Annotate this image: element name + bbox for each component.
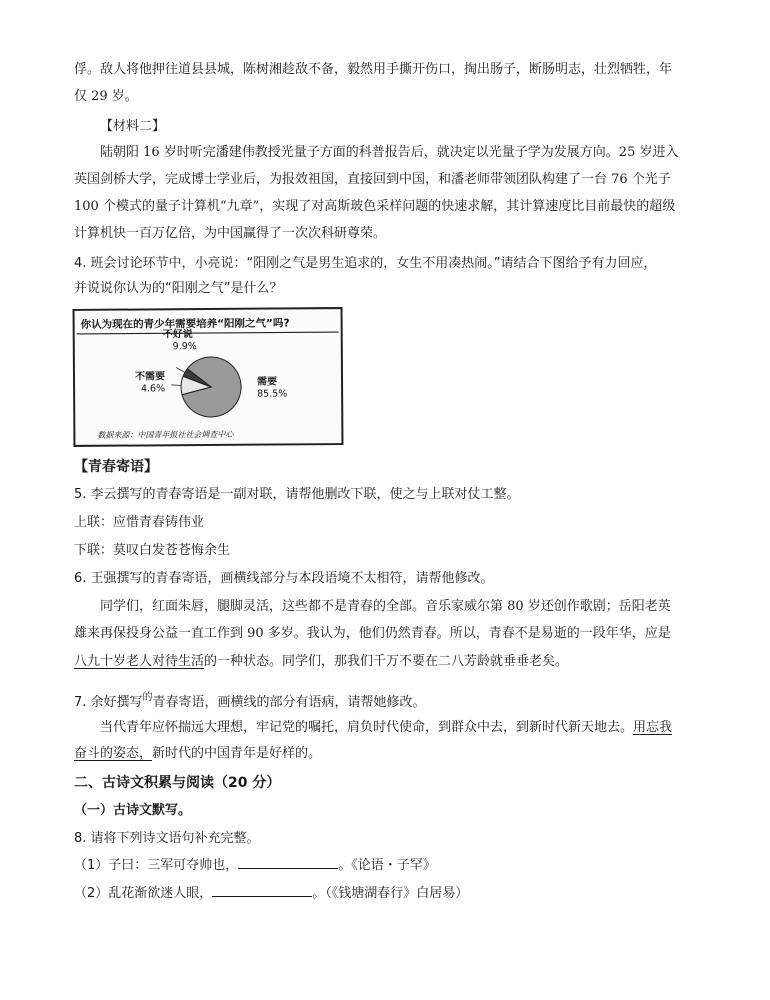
question-8-item-1-source: 。《论语・子罕》 [338, 858, 436, 873]
question-6-passage-line-2: 雄来再保投身公益一直工作到 90 多岁。我认为，他们仍然青春。所以，青春不是易逝的一段年华，应是 [74, 626, 671, 641]
lower-couplet: 下联：莫叹白发苍苍悔余生 [74, 543, 231, 558]
pie-leader-line-2 [176, 367, 185, 372]
answer-blank-2[interactable] [212, 884, 312, 897]
pie-chart-svg [75, 309, 342, 445]
pie-group [135, 326, 288, 417]
underlined-sentence-end: 奋斗的姿态， [74, 746, 153, 761]
question-8-item-1 [74, 856, 704, 876]
pie-value-label-1: 9.9% [172, 341, 197, 353]
question-6-passage-line-3 [74, 652, 704, 672]
question-5: 5. 李云撰写的青春寄语是一副对联，请帮他删改下联，使之与上联对仗工整。 [74, 487, 520, 502]
question-8-item-1-prompt: （1）子曰：三军可夺帅也， [74, 858, 239, 873]
material1-line-1: 俘。敌人将他押往道县县城，陈树湘趁敌不备，毅然用手撕开伤口，掏出肠子，断肠明志，壮烈牺牲，年 [74, 62, 673, 77]
question-6-passage-rest: 的一种状态。同学们，那我们千万不要在二八芳龄就垂垂老矣。 [204, 654, 569, 669]
question-7-suffix: 青春寄语，画横线的部分有语病，请帮她修改。 [152, 695, 426, 710]
question-7 [74, 688, 704, 713]
upper-couplet: 上联：应惜青春铸伟业 [74, 515, 205, 530]
subsection-1-heading: （一）古诗文默写。 [74, 803, 192, 818]
question-7-passage-rest: 新时代的中国青年是好样的。 [152, 746, 322, 761]
youth-message-header: 【青春寄语】 [74, 459, 158, 475]
underlined-sentence-start: 用忘我 [633, 720, 673, 735]
question-7-passage-line-1 [100, 718, 730, 738]
pie-value-label-2: 4.6% [140, 383, 166, 395]
question-8-item-2 [74, 884, 704, 904]
material2-label: 【材料二】 [100, 119, 166, 134]
material1-line-2: 仅 29 岁。 [74, 89, 138, 104]
question-7-prefix: 7. 余好撰写 [74, 695, 143, 710]
underlined-phrase: 八九十岁老人对待生活 [74, 654, 205, 669]
chart-title-divider [77, 332, 339, 334]
question-6-passage-line-1: 同学们，红面朱唇，腿脚灵活，这些都不是青春的全部。音乐家威尔第 80 岁还创作歌剧；岳阳老英 [100, 599, 671, 614]
question-8: 8. 请将下列诗文语句补充完整。 [74, 831, 260, 846]
pie-label-2: 不需要 [134, 371, 166, 383]
answer-blank-1[interactable] [238, 856, 338, 869]
question-4-line-2: 并说说你认为的“阳刚之气”是什么？ [74, 281, 283, 296]
question-8-item-2-prompt: （2）乱花渐欲迷人眼， [74, 886, 213, 901]
chart-source: 数据来源：中国青年报社社会调查中心 [97, 429, 234, 440]
material2-line-2: 英国剑桥大学，完成博士学业后，为报效祖国，直接回到中国，和潘老师带领团队构建了一台 76 个光子 [74, 172, 671, 187]
question-4-line-1: 4. 班会讨论环节中，小亮说：“阳刚之气是男生追求的，女生不用凑热闹。”请结合下图给予有力回应， [74, 256, 657, 271]
material2-line-4: 计算机快一百万亿倍，为中国赢得了一次次科研尊荣。 [74, 226, 387, 241]
pie-label-1: 不好说 [162, 329, 193, 341]
question-7-passage-text: 当代青年应怀揣远大理想，牢记党的嘱托，肩负时代使命，到群众中去，到新时代新天地去。 [100, 720, 634, 735]
question-6: 6. 王强撰写的青春寄语，画横线部分与本段语境不太相符，请帮他修改。 [74, 571, 494, 586]
section-2-heading: 二、古诗文积累与阅读（20 分） [74, 775, 281, 791]
material2-line-1: 陆朝阳 16 岁时听完潘建伟教授光量子方面的科普报告后，就决定以光量子学为发展方向。25 岁进入 [100, 145, 679, 160]
question-7-superscript: 的 [142, 692, 153, 703]
question-7-passage-line-2 [74, 744, 704, 764]
question-8-item-2-source: 。（《钱塘湖春行》白居易） [312, 886, 469, 901]
pie-label-0: 需要 [256, 376, 278, 388]
pie-value-label-0: 85.5% [257, 388, 288, 400]
survey-pie-chart [73, 307, 344, 447]
material2-line-3: 100 个模式的量子计算机“九章”，实现了对高斯玻色采样问题的快速求解，其计算速度比目前最快的超级 [74, 199, 676, 214]
pie-leader-line-1 [171, 385, 181, 386]
chart-title: 你认为现在的青少年需要培养“阳刚之气”吗? [80, 317, 290, 331]
